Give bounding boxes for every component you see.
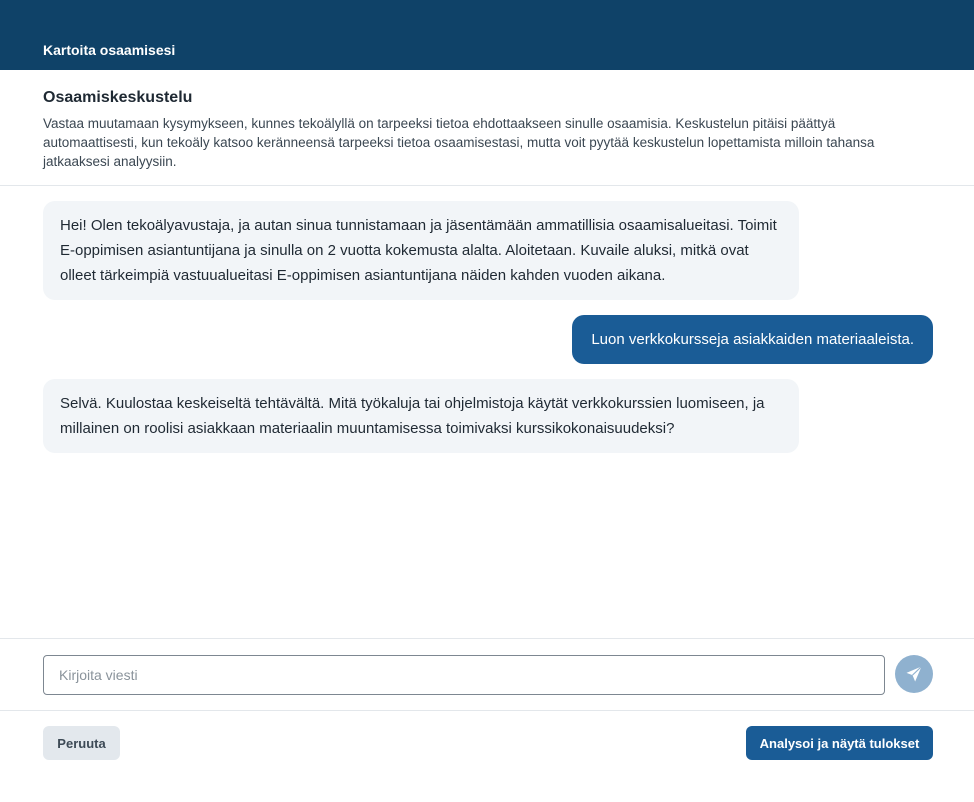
cancel-button[interactable]: Peruuta	[43, 726, 120, 760]
send-button[interactable]	[895, 655, 933, 693]
chat-log[interactable]	[0, 186, 974, 638]
top-bar	[0, 0, 974, 70]
assistant-message: Hei! Olen tekoälyavustaja, ja autan sinua tunnistamaan ja jäsentämään ammatillisia osaamisalueitasi. Toimit E-oppimisen asiantuntijana ja sinulla on 2 vuotta kokemusta alalta. Aloitetaan. Kuvaile aluksi, mitkä ovat olleet tärkeimpiä vastuualueitasi E-oppimisen asiantuntijana näiden kahden vuoden aikana.	[43, 201, 799, 300]
section-description: Vastaa muutamaan kysymykseen, kunnes tekoälyllä on tarpeeksi tietoa ehdottaakseen sinulle osaamisia. Keskustelun pitäisi päättyä automaattisesti, kun tekoäly katsoo keränneensä tarpeeksi tietoa osaamisestasi, mutta voit pyytää keskustelun lopettamista milloin tahansa jatkaaksesi analyysiin.	[43, 116, 875, 169]
user-message: Luon verkkokursseja asiakkaiden materiaaleista.	[572, 315, 933, 364]
analyze-results-button[interactable]: Analysoi ja näytä tulokset	[746, 726, 933, 760]
assistant-message: Selvä. Kuulostaa keskeiseltä tehtävältä. Mitä työkaluja tai ohjelmistoja käytät verkkokurssien luomiseen, ja millainen on roolisi asiakkaan materiaalin muuntamisessa toimivaksi kurssikokonaisuudeksi?	[43, 379, 799, 453]
app-title: Kartoita osaamisesi	[43, 42, 176, 58]
message-input[interactable]	[43, 655, 885, 695]
message-composer	[0, 638, 974, 711]
send-icon	[905, 665, 923, 683]
intro-section	[0, 70, 974, 186]
section-heading: Osaamiskeskustelu	[43, 89, 193, 106]
